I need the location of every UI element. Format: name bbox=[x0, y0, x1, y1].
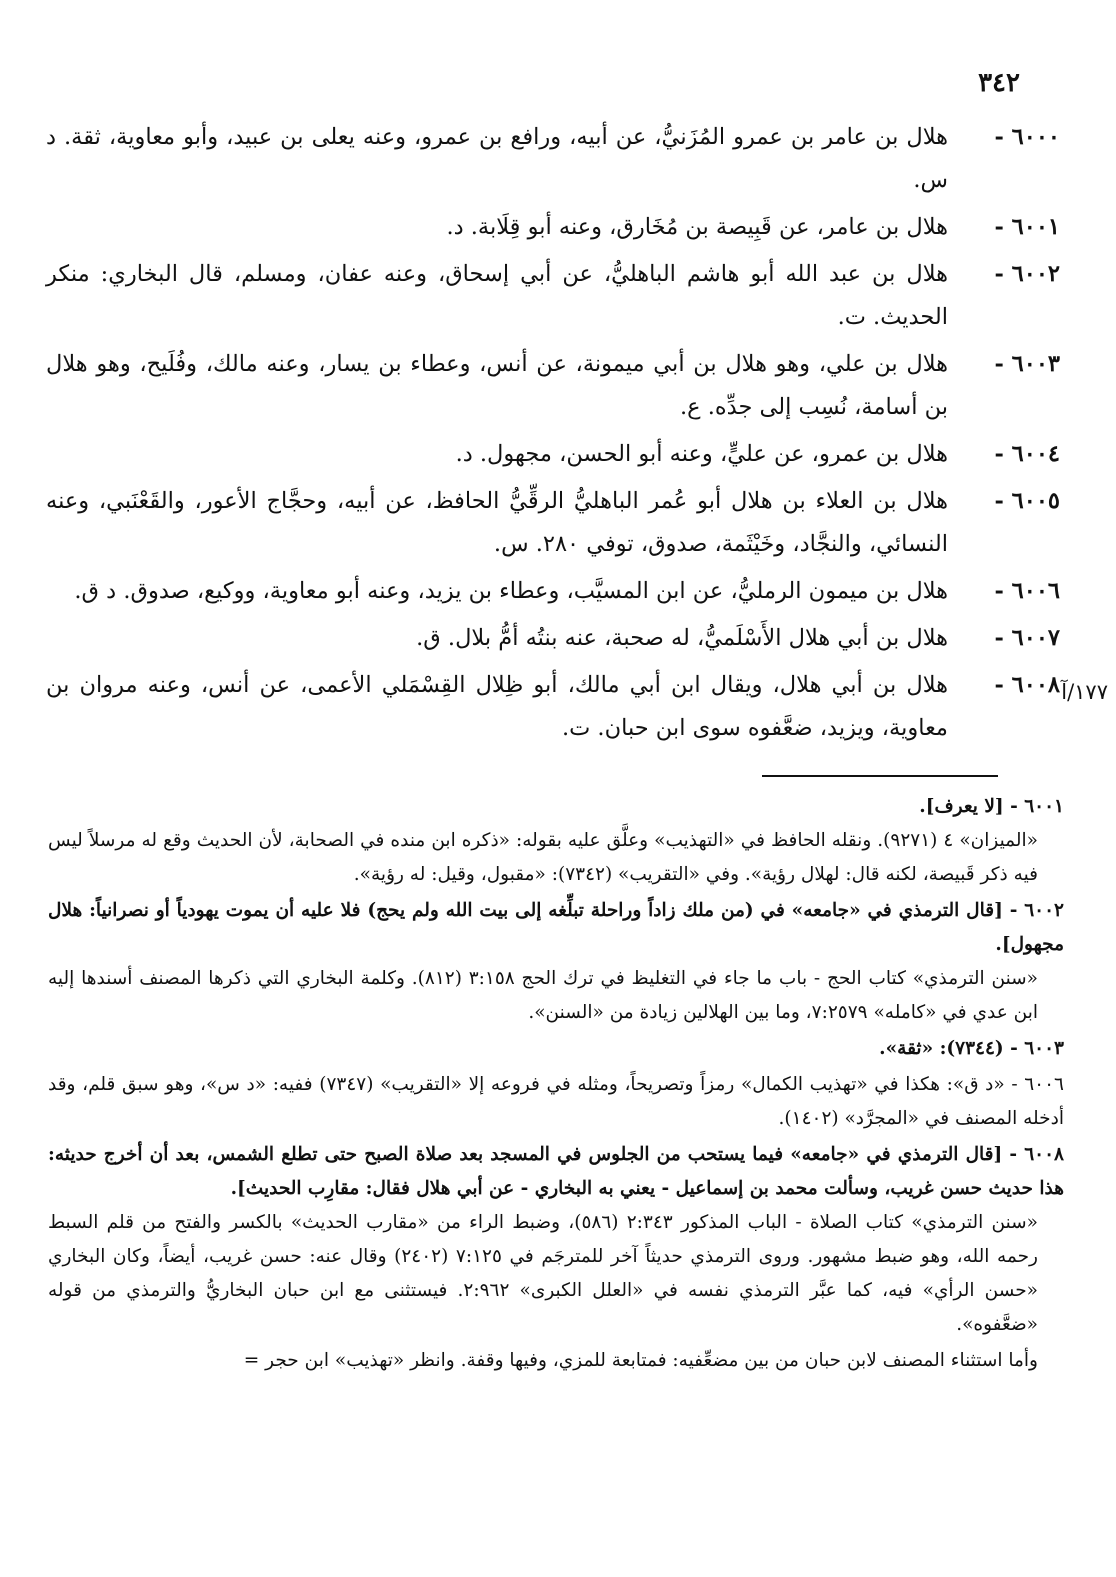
footnote-head: ٦٠٠٦ - «د ق»: هكذا في «تهذيب الكمال» رمزاً وتصريحاً، ومثله في فروعه إلا «التقريب» (٧٣٤٧) ففيه: «د س»، وهو سبق قلم، وقد أدخله المصنف في «المجرَّد» (١٤٠٢). bbox=[48, 1074, 1064, 1129]
footnote-6008 bbox=[48, 1138, 1064, 1342]
entry-text: هلال بن أبي هلال الأَسْلَميُّ، له صحبة، عنه بنتُه أمُّ بلال. ق. bbox=[416, 625, 948, 651]
entry-text: هلال بن عبد الله أبو هاشم الباهليُّ، عن أبي إسحاق، وعنه عفان، ومسلم، قال البخاري: منكر الحديث. ت. bbox=[46, 261, 948, 330]
entry-number: ٦٠٠٦ - bbox=[994, 578, 1060, 604]
entry-6007 bbox=[46, 617, 1060, 660]
entry-number: ٦٠٠٧ - bbox=[994, 625, 1060, 651]
entry-6000 bbox=[46, 116, 1060, 202]
entry-text: هلال بن العلاء بن هلال أبو عُمر الباهليُّ الرقِّيُّ الحافظ، عن أبيه، وحجَّاج الأعور، والقَعْنَبي، وعنه النسائي، والنجَّاد، وخَيْثَمة، صدوق، توفي ٢٨٠. س. bbox=[46, 488, 948, 557]
entry-number: ٦٠٠٥ - bbox=[994, 488, 1060, 514]
footnotes bbox=[48, 790, 1064, 1380]
entry-6005 bbox=[46, 480, 1060, 566]
page-number: ٣٤٢ bbox=[978, 68, 1020, 98]
entry-text: هلال بن عمرو، عن عليٍّ، وعنه أبو الحسن، مجهول. د. bbox=[455, 441, 948, 467]
footnote-reference: «سنن الترمذي» كتاب الحج - باب ما جاء في التغليظ في ترك الحج ٣:١٥٨ (٨١٢). وكلمة البخاري التي ذكرها المصنف أسندها إليه ابن عدي في «كامله» ٧:٢٥٧٩، وما بين الهلالين زيادة من «السنن». bbox=[48, 968, 1038, 1023]
entry-6008 bbox=[46, 664, 1060, 750]
footnote-head: ٦٠٠٣ - (٧٣٤٤): «ثقة». bbox=[879, 1038, 1064, 1059]
entry-number: ٦٠٠٤ - bbox=[994, 441, 1060, 467]
entry-6002 bbox=[46, 253, 1060, 339]
footnote-6003 bbox=[48, 1032, 1064, 1066]
footnote-head: ٦٠٠٢ - [قال الترمذي في «جامعه» في (من ملك زاداً وراحلة تبلِّغه إلى بيت الله ولم يحج) فلا عليه أن يموت يهودياً أو نصرانياً: هلال مجهول]. bbox=[48, 900, 1064, 955]
footnote-head: ٦٠٠١ - [لا يعرف]. bbox=[919, 796, 1064, 817]
margin-folio-note: ١٧٧/آ bbox=[1061, 680, 1108, 704]
entry-number: ٦٠٠٣ - bbox=[994, 351, 1060, 377]
entry-6004 bbox=[46, 433, 1060, 476]
footnote-closing bbox=[48, 1344, 1064, 1378]
entry-text: هلال بن عامر بن عمرو المُزَنيُّ، عن أبيه، ورافع بن عمرو، وعنه يعلى بن عبيد، وأبو معاوية، ثقة. د س. bbox=[46, 124, 948, 193]
footnote-head: ٦٠٠٨ - [قال الترمذي في «جامعه» فيما يستحب من الجلوس في المسجد بعد صلاة الصبح حتى تطلع الشمس، بعد أن أخرج حديثه: هذا حديث حسن غريب، وسألت محمد بن إسماعيل - يعني به البخاري - عن أبي هلال فقال: مقارِب الحديث]. bbox=[48, 1144, 1064, 1199]
footnote-divider bbox=[762, 775, 998, 777]
entry-6003 bbox=[46, 343, 1060, 429]
entry-text: هلال بن ميمون الرمليُّ، عن ابن المسيَّب، وعطاء بن يزيد، وعنه أبو معاوية، ووكيع، صدوق. د ق. bbox=[74, 578, 948, 604]
footnote-reference: «سنن الترمذي» كتاب الصلاة - الباب المذكور ٢:٣٤٣ (٥٨٦)، وضبط الراء من «مقارب الحديث» بالكسر والفتح من قلم السبط رحمه الله، وهو ضبط مشهور. وروى الترمذي حديثاً آخر للمترجَم في ٧:١٢٥ (٢٤٠٢) وقال عنه: حسن غريب، أيضاً، وكان البخاري «حسن الرأي» فيه، كما عبَّر الترمذي نفسه في «العلل الكبرى» ٢:٩٦٢. فيستثنى مع ابن حبان البخاريُّ والترمذي من قوله «ضعَّفوه». bbox=[48, 1212, 1039, 1335]
entry-text: هلال بن علي، وهو هلال بن أبي ميمونة، عن أنس، وعطاء بن يسار، وعنه مالك، وفُلَيح، وهو هلال بن أسامة، نُسِب إلى جدِّه. ع. bbox=[46, 351, 948, 420]
footnote-reference: «الميزان» ٤ (٩٢٧١). ونقله الحافظ في «التهذيب» وعلَّق عليه بقوله: «ذكره ابن منده في الصحابة، لأن الحديث وقع له مرسلاً ليس فيه ذكر قَبيصة، لكنه قال: لهلال رؤية». وفي «التقريب» (٧٣٤٢): «مقبول، وقيل: له رؤية». bbox=[48, 830, 1038, 885]
entry-text: هلال بن أبي هلال، ويقال ابن أبي مالك، أبو ظِلال القِسْمَلي الأعمى، عن أنس، وعنه مروان بن معاوية، ويزيد، ضعَّفوه سوى ابن حبان. ت. bbox=[46, 672, 948, 741]
entry-6001 bbox=[46, 206, 1060, 249]
main-text bbox=[46, 116, 1060, 754]
entry-number: ٦٠٠٠ - bbox=[994, 124, 1060, 150]
footnote-continuation: وأما استثناء المصنف لابن حبان من بين مضعِّفيه: فمتابعة للمزي، وفيها وقفة. وانظر «تهذيب» ابن حجر = bbox=[243, 1350, 1038, 1371]
footnote-6002 bbox=[48, 894, 1064, 1030]
entry-number: ٦٠٠١ - bbox=[994, 214, 1060, 240]
entry-number: ٦٠٠٨ - bbox=[994, 672, 1060, 698]
footnote-6001 bbox=[48, 790, 1064, 892]
entry-text: هلال بن عامر، عن قَبِيصة بن مُخَارق، وعنه أبو قِلَابة. د. bbox=[446, 214, 948, 240]
footnote-6006 bbox=[48, 1068, 1064, 1136]
entry-number: ٦٠٠٢ - bbox=[994, 261, 1060, 287]
entry-6006 bbox=[46, 570, 1060, 613]
